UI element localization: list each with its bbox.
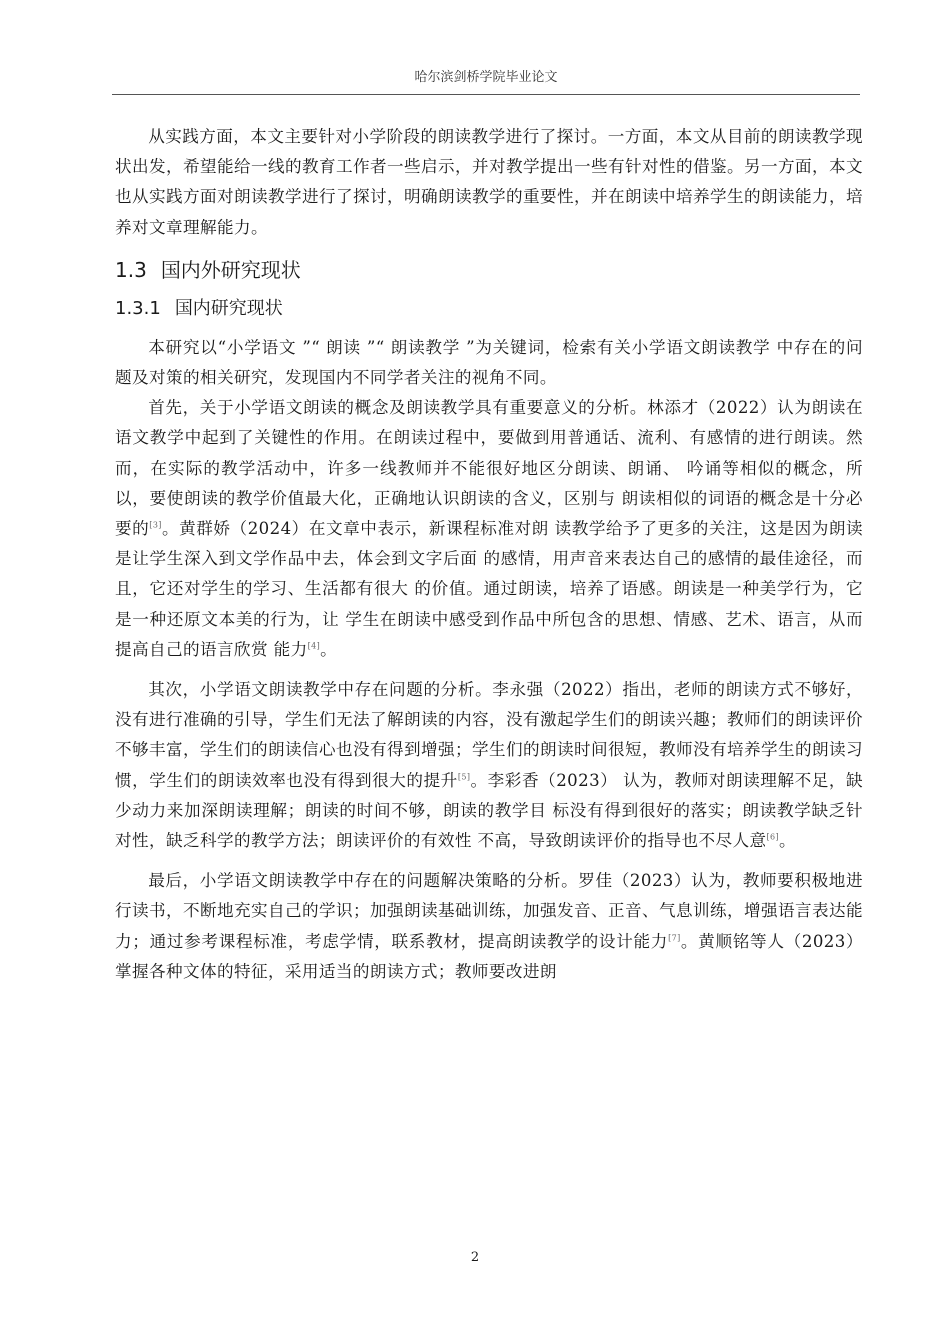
paragraph-text: 。李彩香（2023） 认为，教师对朗读理解不足，缺少动力来加深朗读理解；朗读的时间不够，朗读的教学目 标没有得到很好的落实；朗读教学缺乏针对性，缺乏科学的教学方法；朗读评价的有效性 不高，导致朗读评价的指导也不尽人意 <box>115 770 863 851</box>
subsection-title: 国内研究现状 <box>174 297 283 319</box>
paragraph-text: 。黄群娇（2024）在文章中表示，新课程标准对朗 读教学给予了更多的关注，这是因为朗读是让学生深入到文学作品中去，体会到文字后面 的感情，用声音来表达自己的感情的最佳途径，而且，它还对学生的学习、生活都有很大 的价值。通过朗读，培养了语感。朗读是一种美学行为，它是一种还原文本美的行为，让 学生在朗读中感受到作品中所包含的思想、情感、艺术、语言，从而提高自己的语言欣赏 能力 <box>115 519 864 659</box>
citation-5: [5] <box>457 772 471 782</box>
paragraph-text: 其次，小学语文朗读教学中存在问题的分析。李永强（2022）指出，老师的朗读方式不够好，没有进行准确的引导，学生们无法了解朗读的内容，没有激起学生们的朗读兴趣；教师们的朗读评价不够丰富，学生们的朗读信心也没有得到增强；学生们的朗读时间很短，教师没有培养学生的朗读习惯，学生们的朗读效率也没有得到很大的提升 <box>115 680 863 790</box>
paragraph-text: 。黄顺铭等人（2023）掌握各种文体的特征，采用适当的朗读方式；教师要改进朗 <box>115 931 863 981</box>
section-heading-1-3 <box>115 255 863 285</box>
page-number: 2 <box>470 1250 480 1265</box>
citation-7: [7] <box>668 933 681 943</box>
page-body <box>115 122 863 987</box>
paragraph-practice: 从实践方面，本文主要针对小学阶段的朗读教学进行了探讨。一方面，本文从目前的朗读教学现状出发，希望能给一线的教育工作者一些启示，并对教学提出一些有针对性的借鉴。另一方面，本文也从实践方面对朗读教学进行了探讨，明确朗读教学的重要性，并在朗读中培养学生的朗读能力，培养对文章理解能力。 <box>115 127 863 237</box>
paragraph-text: 。 <box>778 831 796 851</box>
subsection-number: 1.3.1 <box>115 297 161 319</box>
paragraph-secondly <box>115 675 863 856</box>
running-header: 哈尔滨剑桥学院毕业论文 <box>112 66 860 95</box>
citation-6: [6] <box>766 832 779 842</box>
section-number: 1.3 <box>115 257 147 282</box>
citation-3: [3] <box>149 520 162 530</box>
paragraph-keywords: 本研究以“小学语文 ”“ 朗读 ”“ 朗读教学 ”为关键词，检索有关小学语文朗读教学 中存在的问题及对策的相关研究，发现国内不同学者关注的视角不同。 <box>115 337 863 388</box>
paragraph-gap <box>115 665 863 675</box>
paragraph-text: 。 <box>320 639 338 659</box>
paragraph-text: 最后，小学语文朗读教学中存在的问题解决策略的分析。罗佳（2023）认为，教师要积极地进行读书，不断地充实自己的学识；加强朗读基础训练，加强发音、正音、气息训练，增强语言表达能力；通过参考课程标准，考虑学情，联系教材，提高朗读教学的设计能力 <box>115 871 863 951</box>
citation-4: [4] <box>307 641 321 651</box>
paragraph-finally <box>115 866 863 987</box>
paragraph-text: 首先，关于小学语文朗读的概念及朗读教学具有重要意义的分析。林添才（2022）认为朗读在语文教学中起到了关键性的作用。在朗读过程中，要做到用普通话、流利、有感情的进行朗读。然而，在实际的教学活动中，许多一线教师并不能很好地区分朗读、朗诵、 吟诵等相似的概念，所以，要使朗读的教学价值最大化，正确地认识朗读的含义，区别与 朗读相似的词语的概念是十分必要的 <box>115 398 863 539</box>
section-title: 国内外研究现状 <box>160 257 301 282</box>
paragraph-gap <box>115 856 863 866</box>
subsection-heading-1-3-1 <box>115 295 863 323</box>
paragraph-firstly <box>115 393 863 665</box>
